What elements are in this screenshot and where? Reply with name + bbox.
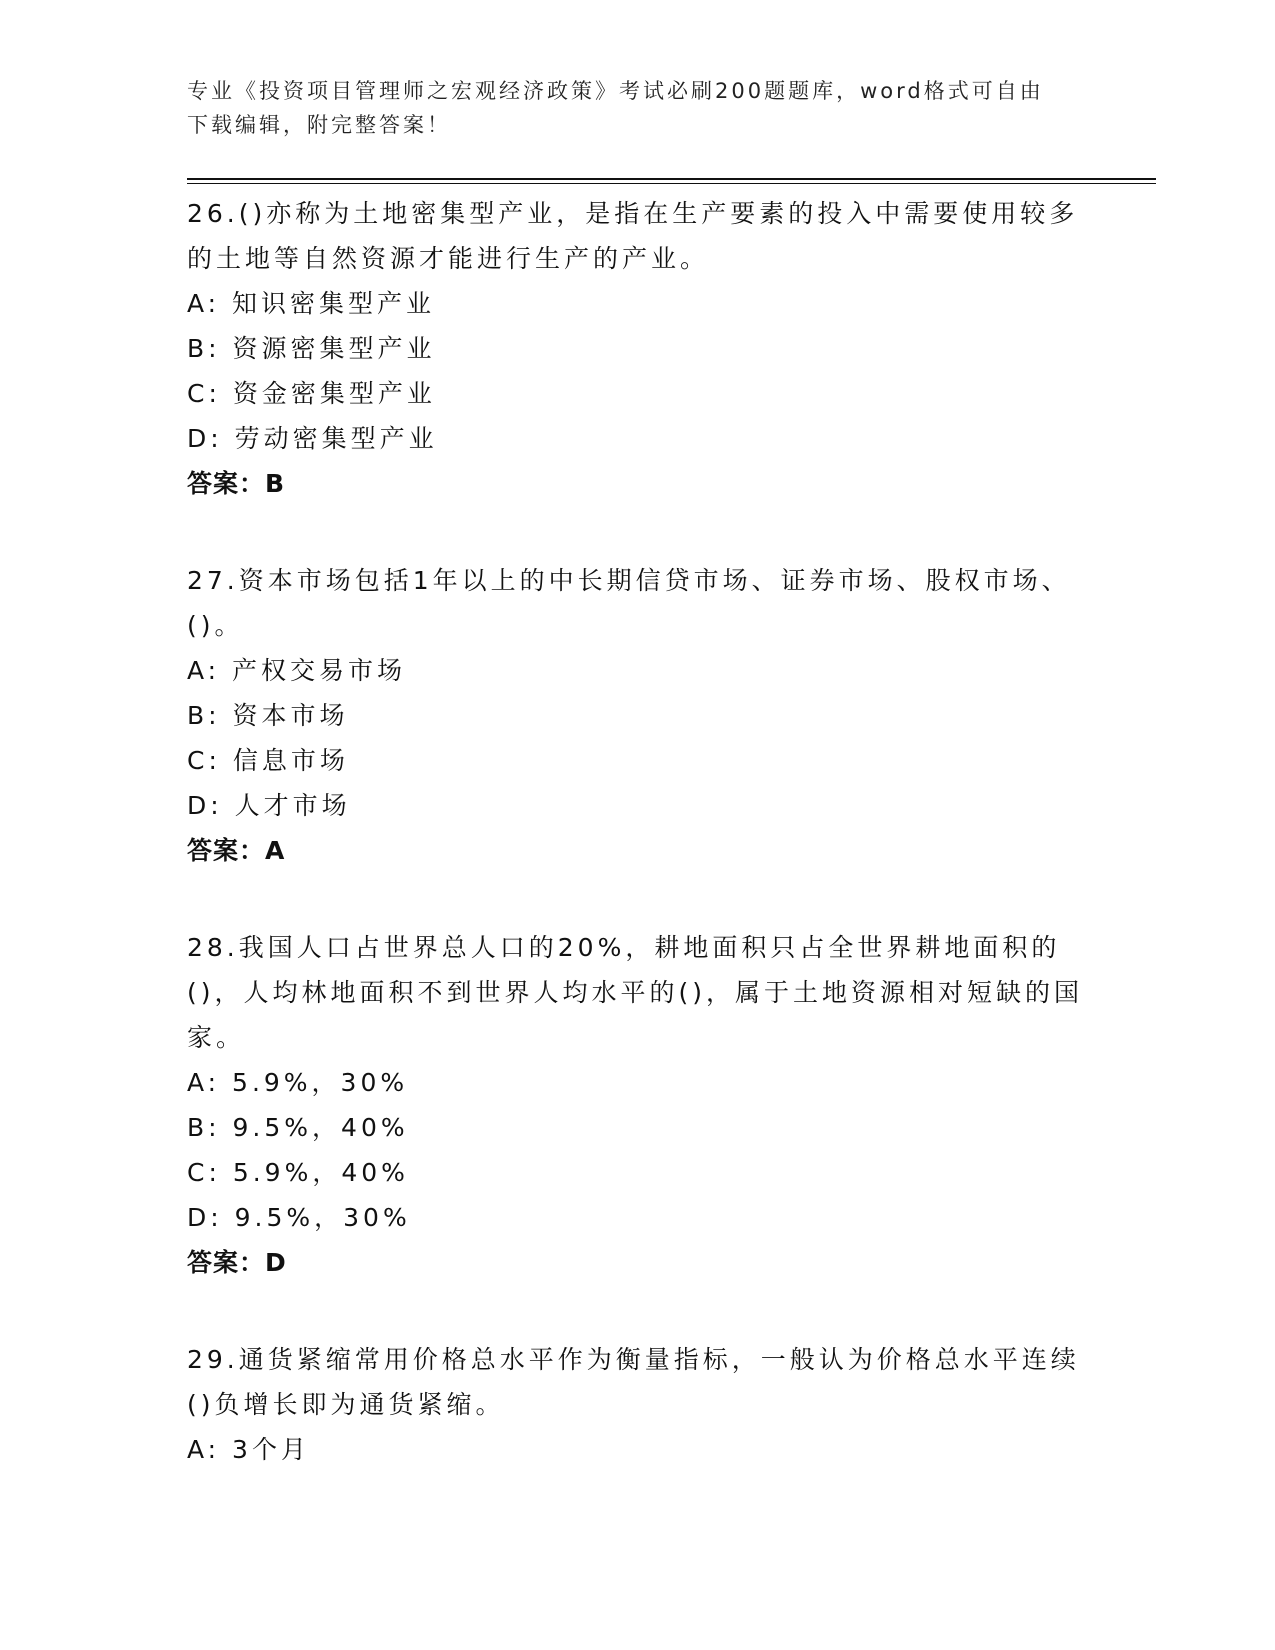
- question-stem: 27.资本市场包括1年以上的中长期信贷市场、证券市场、股权市场、()。: [187, 566, 1071, 640]
- option-b: B: 资本市场: [187, 701, 349, 730]
- document-header: 专业《投资项目管理师之宏观经济政策》考试必刷200题题库，word格式可自由下载编辑，附完整答案！: [187, 79, 1044, 137]
- question-29: [187, 1337, 1087, 1472]
- question-stem: 26.()亦称为土地密集型产业，是指在生产要素的投入中需要使用较多的土地等自然资源才能进行生产的产业。: [187, 199, 1079, 273]
- option-d: D: 劳动密集型产业: [187, 424, 438, 453]
- option-a: A: 产权交易市场: [187, 656, 407, 685]
- question-stem: 29.通货紧缩常用价格总水平作为衡量指标，一般认为价格总水平连续()负增长即为通货紧缩。: [187, 1345, 1080, 1419]
- question-list: [187, 191, 1087, 1524]
- question-stem: 28.我国人口占世界总人口的20%，耕地面积只占全世界耕地面积的()，人均林地面积不到世界人均水平的()，属于土地资源相对短缺的国家。: [187, 933, 1084, 1052]
- option-b: B: 9.5%，40%: [187, 1113, 409, 1142]
- header-divider-thin: [187, 183, 1156, 184]
- answer-line: 答案：B: [187, 469, 286, 498]
- header-divider-thick: [187, 178, 1156, 180]
- option-d: D: 人才市场: [187, 791, 351, 820]
- option-c: C: 5.9%，40%: [187, 1158, 409, 1187]
- option-a: A: 知识密集型产业: [187, 289, 436, 318]
- option-d: D: 9.5%，30%: [187, 1203, 411, 1232]
- answer-line: 答案：A: [187, 836, 286, 865]
- option-a: A: 3个月: [187, 1435, 310, 1464]
- option-a: A: 5.9%，30%: [187, 1068, 409, 1097]
- option-c: C: 信息市场: [187, 746, 349, 775]
- question-27: [187, 558, 1087, 873]
- option-b: B: 资源密集型产业: [187, 334, 436, 363]
- question-28: [187, 925, 1087, 1285]
- option-c: C: 资金密集型产业: [187, 379, 436, 408]
- question-26: [187, 191, 1087, 506]
- answer-line: 答案：D: [187, 1248, 287, 1277]
